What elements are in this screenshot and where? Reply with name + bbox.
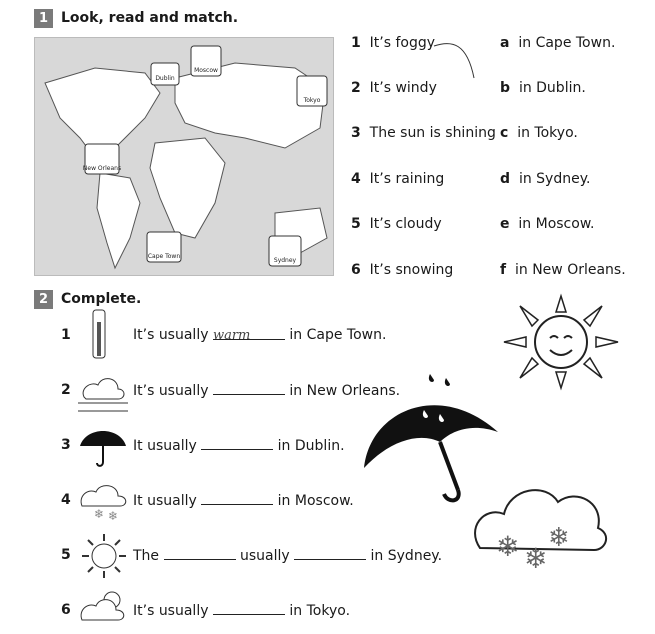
match-item-3: 3 The sun is shining [351, 125, 496, 141]
exercise-2-title: Complete. [61, 291, 142, 307]
map-label-dublin: Dublin [155, 75, 175, 82]
match-answer-d: d in Sydney. [500, 171, 591, 187]
map-label-tokyo: Tokyo [303, 97, 321, 104]
match-item-5: 5 It’s cloudy [351, 216, 442, 232]
thermometer-icon [87, 308, 111, 362]
complete-item-3: It usually in Dublin. [133, 438, 345, 454]
map-label-moscow: Moscow [194, 67, 218, 74]
example-match-line [432, 38, 482, 83]
map-label-sydney: Sydney [273, 257, 297, 264]
answer-blank-6[interactable] [213, 602, 285, 615]
complete-item-1: It’s usually warm in Cape Town. [133, 327, 387, 343]
exercise-1-number: 1 [34, 9, 53, 28]
large-sun-icon [496, 292, 626, 392]
match-answer-f: f in New Orleans. [500, 262, 626, 278]
south-america-shape [97, 173, 140, 268]
match-item-4: 4 It’s raining [351, 171, 445, 187]
match-item-2: 2 It’s windy [351, 80, 437, 96]
answer-blank-5a[interactable] [164, 547, 236, 560]
complete-item-2: It’s usually in New Orleans. [133, 383, 401, 399]
match-item-1: 1 It’s foggy [351, 35, 436, 51]
complete-item-5-number: 5 [61, 547, 71, 563]
map-label-new-orleans: New Orleans [82, 165, 122, 172]
complete-item-4-number: 4 [61, 492, 71, 508]
svg-text:❄: ❄ [548, 523, 570, 553]
answer-blank-4[interactable] [201, 492, 273, 505]
cloud-snow-icon [76, 478, 130, 522]
match-answer-b: b in Dublin. [500, 80, 586, 96]
answer-blank-3[interactable] [201, 437, 273, 450]
answer-blank-2[interactable] [213, 382, 285, 395]
complete-item-3-number: 3 [61, 437, 71, 453]
umbrella-icon [78, 420, 128, 468]
svg-text:❄: ❄ [108, 509, 119, 522]
world-map-shapes [35, 38, 333, 275]
complete-item-6: It’s usually in Tokyo. [133, 603, 351, 619]
complete-item-4: It usually in Moscow. [133, 493, 354, 509]
svg-text:❄: ❄ [524, 542, 548, 575]
complete-item-2-number: 2 [61, 382, 71, 398]
svg-text:❄: ❄ [496, 530, 520, 563]
sun-icon [80, 532, 128, 580]
example-answer: warm [212, 328, 251, 343]
map-label-cape-town: Cape Town [147, 253, 181, 260]
match-item-6: 6 It’s snowing [351, 262, 454, 278]
complete-item-5: The usually in Sydney. [133, 548, 443, 564]
cloud-sun-icon [76, 586, 130, 628]
exercise-2-number: 2 [34, 290, 53, 309]
world-map [34, 37, 334, 276]
answer-blank-1[interactable] [212, 327, 285, 343]
match-answer-a: a in Cape Town. [500, 35, 616, 51]
complete-item-1-number: 1 [61, 327, 71, 343]
africa-shape [150, 138, 225, 238]
answer-blank-5b[interactable] [294, 547, 366, 560]
svg-text:❄: ❄ [94, 507, 105, 521]
match-answer-c: c in Tokyo. [500, 125, 578, 141]
exercise-1-title: Look, read and match. [61, 10, 239, 26]
cloud-wind-icon [76, 367, 130, 413]
large-cloud-snow-icon [466, 476, 614, 578]
complete-item-6-number: 6 [61, 602, 71, 618]
match-answer-e: e in Moscow. [500, 216, 595, 232]
